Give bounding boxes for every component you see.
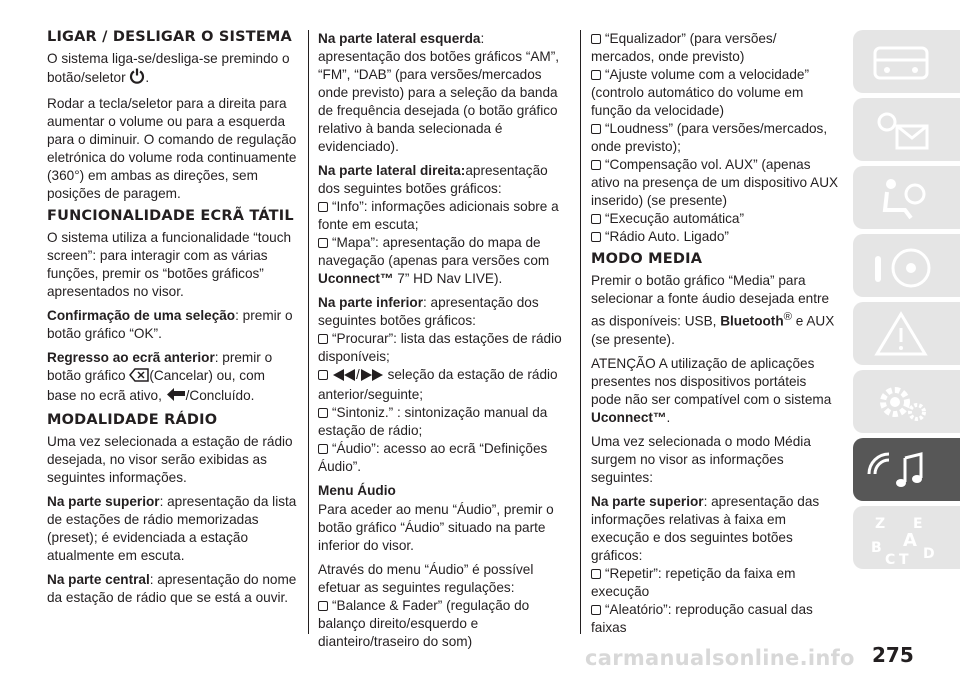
paragraph: Uma vez selecionada o modo Média surgem no visor as informações seguintes:: [591, 433, 811, 485]
column-2: [318, 30, 568, 651]
column-1: [47, 30, 298, 613]
list-item: “Repetir”: repetição da faixa em execução: [591, 565, 796, 599]
watermark: carmanualsonline.info: [585, 646, 855, 670]
alphabet-index-icon: [861, 512, 941, 568]
bullet-box-icon: [318, 238, 328, 248]
tab-seat-airbag[interactable]: [853, 166, 960, 229]
list-item: “Compensação vol. AUX” (apenas ativo na presença de um dispositivo AUX inserido) (se presente): [591, 157, 839, 208]
tab-steering-wheel[interactable]: [853, 234, 960, 297]
paragraph: Para aceder ao menu “Áudio”, premir o botão gráfico “Áudio” situado na parte inferior do visor.: [318, 502, 554, 553]
list-item: / seleção da estação de rádio anterior/seguinte;: [318, 367, 558, 402]
bullet-box-icon: [591, 214, 601, 224]
gear-maintenance-icon: [861, 376, 941, 428]
paragraph: ATENÇÃO A utilização de aplicações presentes nos dispositivos portáteis pode não ser compatível com o sistema Uconnect™.: [591, 355, 832, 425]
bullet-box-icon: [591, 605, 601, 615]
bullet-box-icon: [318, 202, 328, 212]
list-item: “Sintoniz.” : sintonização manual da estação de rádio;: [318, 405, 548, 438]
list-item: “Mapa”: apresentação do mapa de navegação (apenas para versões com Uconnect™ 7” HD Nav LIVE).: [318, 235, 550, 286]
list-item: “Ajuste volume com a velocidade” (controlo automático do volume em função da velocidade): [591, 67, 809, 118]
tab-car-dashboard[interactable]: [853, 30, 960, 93]
heading-touch-screen: FUNCIONALIDADE ECRÃ TÁTIL: [47, 208, 294, 224]
tab-road-warning[interactable]: [853, 302, 960, 365]
index-letter: E: [913, 516, 923, 532]
list-item: “Balance & Fader” (regulação do balanço direito/esquerdo e dianteiro/traseiro do som): [318, 598, 530, 649]
cancel-icon: [129, 368, 149, 387]
tab-multimedia[interactable]: [853, 438, 960, 501]
road-warning-icon: [861, 308, 941, 360]
paragraph: Na parte lateral esquerda: apresentação dos botões gráficos “AM”, “FM”, “DAB” (para versões/mercados onde previsto) para a seleção da banda de frequência desejada (o botão gráfico relativo à banda selecionada é evidenciado).: [318, 31, 560, 154]
paragraph: Regresso ao ecrã anterior: premir o botão gráfico (Cancelar) ou, com base no ecrã ativo, /Concluído.: [47, 349, 298, 407]
index-letter: B: [871, 540, 882, 556]
bullet-box-icon: [318, 408, 328, 418]
paragraph: Uma vez selecionada a estação de rádio desejada, no visor serão exibidas as seguintes informações.: [47, 434, 293, 485]
list-item: “Info”: informações adicionais sobre a fonte em escuta;: [318, 199, 559, 232]
paragraph: Através do menu “Áudio” é possível efetuar as seguintes regulações:: [318, 562, 534, 595]
bullet-box-icon: [318, 370, 328, 380]
heading-media: MODO MEDIA: [591, 251, 703, 267]
bullet-box-icon: [591, 124, 601, 134]
next-track-icon: [360, 368, 384, 386]
index-letter: T: [899, 552, 909, 568]
index-letter: Z: [875, 516, 886, 532]
heading-radio: MODALIDADE RÁDIO: [47, 412, 218, 428]
paragraph: O sistema liga-se/desliga-se premindo o botão/seletor .: [47, 50, 298, 89]
previous-track-icon: [332, 368, 356, 386]
paragraph: Na parte central: apresentação do nome da estação de rádio que se está a ouvir.: [47, 572, 297, 605]
chapter-sidebar: [853, 30, 960, 630]
paragraph: Rodar a tecla/seletor para a direita para aumentar o volume ou para a esquerda para o diminuir. O comando de regulação eletrónica do volume roda continuamente (360°) em ambas as direções, sem posições de paragem.: [47, 96, 297, 201]
page-number: 275: [872, 643, 914, 667]
multimedia-icon: [861, 444, 941, 496]
column-divider: [580, 30, 581, 634]
warning-lights-icon: [861, 104, 941, 156]
power-icon: [129, 68, 145, 89]
index-letter: D: [923, 546, 935, 562]
steering-wheel-icon: [861, 240, 941, 292]
paragraph: Confirmação de uma seleção: premir o botão gráfico “OK”.: [47, 308, 293, 341]
tab-gear-maintenance[interactable]: [853, 370, 960, 433]
back-arrow-icon: [166, 388, 186, 407]
list-item: “Loudness” (para versões/mercados, onde previsto);: [591, 121, 828, 154]
bullet-box-icon: [591, 160, 601, 170]
list-item: “Rádio Auto. Ligado”: [591, 228, 839, 246]
list-item: “Áudio”: acesso ao ecrã “Definições Áudio”.: [318, 441, 548, 474]
index-letter: A: [903, 530, 917, 551]
paragraph: Na parte inferior: apresentação dos seguintes botões gráficos:: [318, 295, 539, 328]
heading-menu-audio: Menu Áudio: [318, 483, 396, 498]
tab-warning-lights[interactable]: [853, 98, 960, 161]
tab-alphabet-index[interactable]: [853, 506, 960, 569]
list-item: “Execução automática”: [591, 210, 839, 228]
bullet-box-icon: [591, 70, 601, 80]
paragraph: Na parte superior: apresentação das informações relativas à faixa em execução e dos seguintes botões gráficos:: [591, 493, 820, 563]
index-letter: C: [885, 552, 896, 568]
column-divider: [308, 30, 309, 634]
bullet-box-icon: [591, 232, 601, 242]
bullet-box-icon: [591, 569, 601, 579]
paragraph: Premir o botão gráfico “Media” para selecionar a fonte áudio desejada entre as disponíveis: USB, Bluetooth® e AUX (se presente).: [591, 273, 835, 347]
bullet-box-icon: [318, 334, 328, 344]
paragraph: Na parte superior: apresentação da lista de estações de rádio memorizadas (preset); é evidenciada a estação atualmente em escuta.: [47, 494, 297, 563]
car-dashboard-icon: [861, 36, 941, 88]
paragraph: Na parte lateral direita:apresentação dos seguintes botões gráficos:: [318, 163, 548, 196]
bullet-box-icon: [318, 601, 328, 611]
seat-airbag-icon: [861, 172, 941, 224]
bullet-box-icon: [318, 444, 328, 454]
list-item: “Aleatório”: reprodução casual das faixas: [591, 601, 813, 635]
list-item: “Procurar”: lista das estações de rádio disponíveis;: [318, 331, 562, 364]
list-item: “Equalizador” (para versões/ mercados, onde previsto): [591, 31, 777, 64]
bullet-box-icon: [591, 34, 601, 44]
paragraph: O sistema utiliza a funcionalidade “touch screen”: para interagir com as várias funções, premir os “botões gráficos” apresentados no visor.: [47, 230, 292, 299]
column-3: [591, 30, 839, 637]
heading-ligar-desligar: LIGAR / DESLIGAR O SISTEMA: [47, 29, 292, 45]
